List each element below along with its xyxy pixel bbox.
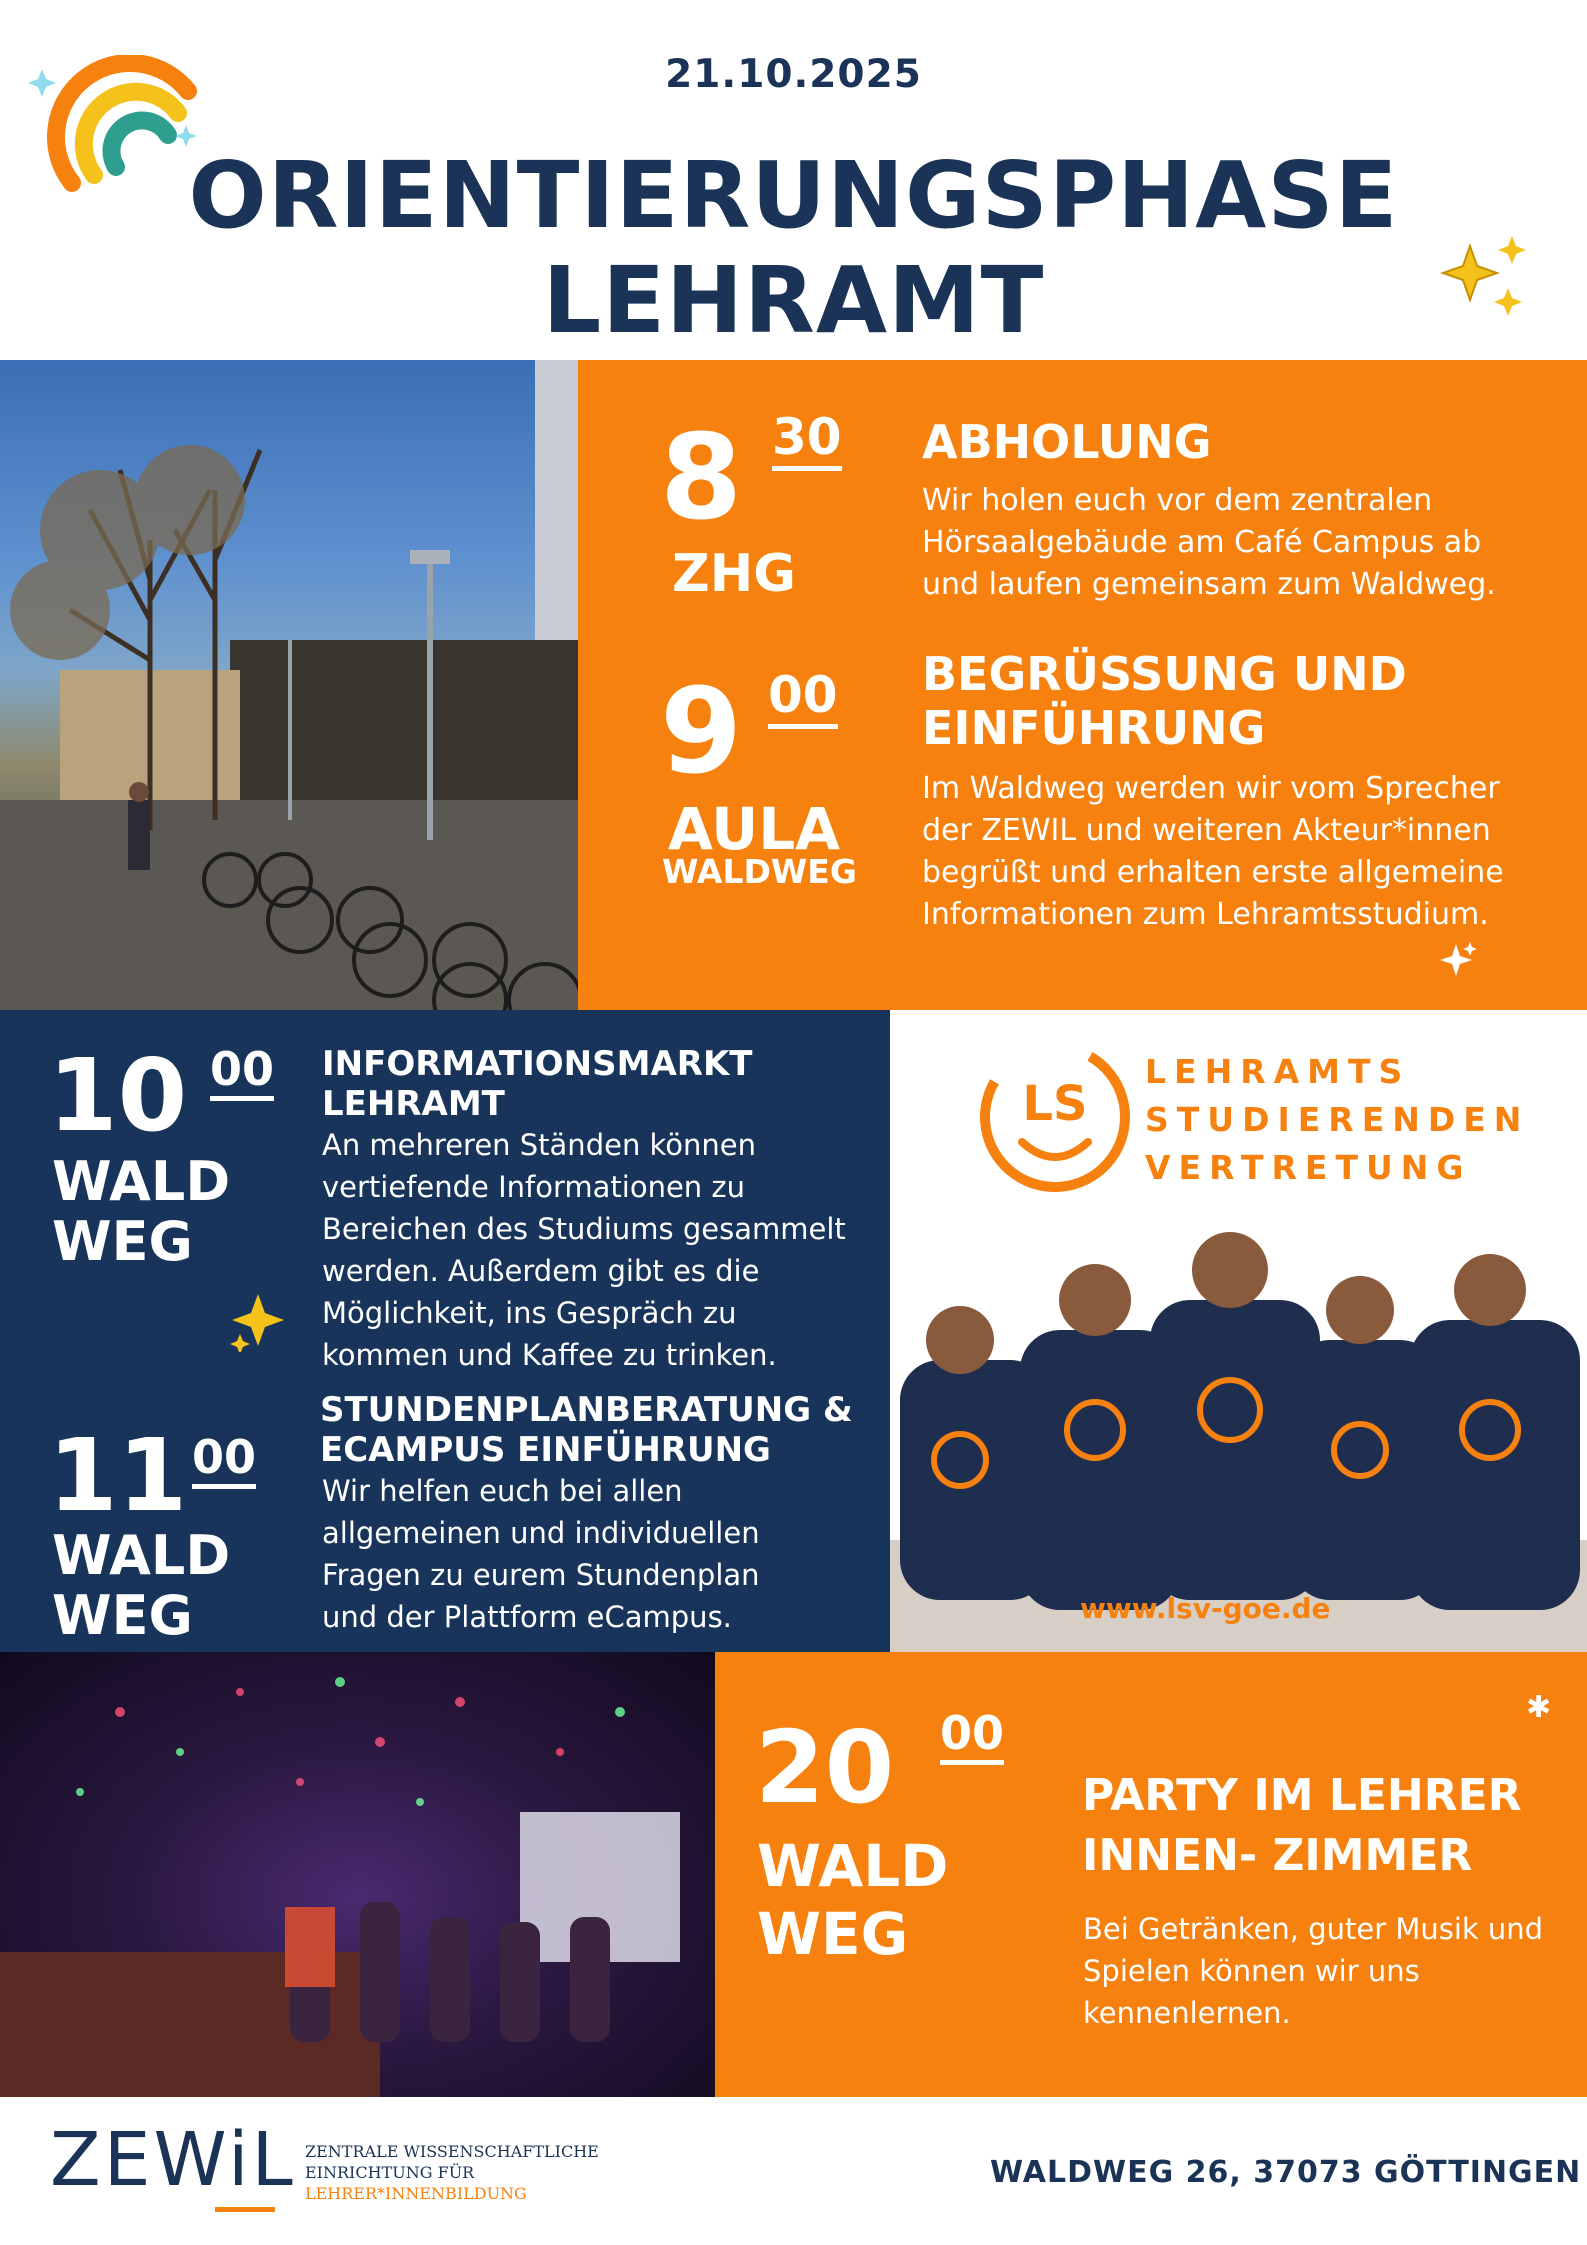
party-photo (0, 1652, 715, 2097)
event-4-text (322, 1470, 760, 1638)
event-3-location-line: WALD (52, 1150, 231, 1213)
lsv-name-line: STUDIERENDEN (1145, 1100, 1530, 1139)
event-3-text (322, 1124, 846, 1376)
event-2-text (922, 768, 1504, 936)
zewil-org-line: ZENTRALE WISSENSCHAFTLICHE (305, 2142, 599, 2161)
event-4-heading-line: ECAMPUS EINFÜHRUNG (320, 1430, 771, 1470)
event-3-text-line: werden. Außerdem gibt es die (322, 1254, 760, 1288)
address: WALDWEG 26, 37073 GÖTTINGEN (990, 2155, 1582, 2190)
event-3-text-line: Bereichen des Studiums gesammelt (322, 1212, 846, 1246)
event-3-heading-line: INFORMATIONSMARKT (322, 1044, 753, 1084)
lsv-url[interactable]: www.lsv-goe.de (1080, 1592, 1331, 1625)
event-3-hour: 10 (48, 1037, 188, 1154)
event-3-text-line: kommen und Kaffee zu trinken. (322, 1338, 777, 1372)
event-1-hour: 8 (660, 408, 743, 546)
event-5-minutes: 00 (940, 1710, 1004, 1765)
event-2-text-line: begrüßt und erhalten erste allgemeine (922, 855, 1504, 890)
event-date: 21.10.2025 (665, 52, 922, 97)
party-photo-art (0, 1652, 715, 2097)
event-5-text (1083, 1908, 1543, 2034)
asterisk-icon: ✱ (1526, 1690, 1552, 1725)
event-5-location (757, 1832, 948, 1968)
event-5-location-line: WALD (757, 1832, 949, 1900)
event-3-heading-line: LEHRAMT (322, 1084, 505, 1124)
zewil-org (305, 2141, 599, 2204)
event-2-heading-line: EINFÜHRUNG (922, 700, 1266, 755)
event-3-location (52, 1152, 230, 1272)
event-2-text-line: Informationen zum Lehramtsstudium. (922, 897, 1489, 932)
event-2-hour: 9 (660, 662, 743, 800)
event-1-text-line: Wir holen euch vor dem zentralen (922, 483, 1433, 518)
lsv-group-photo (890, 1210, 1587, 1652)
event-4-location (52, 1526, 230, 1646)
event-2-heading (922, 648, 1407, 756)
campus-photo-art (0, 360, 578, 1010)
event-5-hour: 20 (755, 1709, 895, 1826)
campus-photo (0, 360, 578, 1010)
event-5-heading (1082, 1766, 1522, 1886)
event-3-text-line: An mehreren Ständen können (322, 1128, 757, 1162)
event-1-text (922, 480, 1496, 606)
event-2-heading-line: BEGRÜSSUNG UND (922, 647, 1407, 701)
event-2-minutes: 00 (768, 670, 838, 729)
event-4-text-line: allgemeinen und individuellen (322, 1516, 760, 1550)
zewil-underline (215, 2207, 275, 2212)
event-2-text-line: der ZEWIL und weiteren Akteur*innen (922, 813, 1491, 848)
event-4-minutes: 00 (192, 1434, 256, 1489)
event-4-heading (320, 1390, 853, 1470)
zewil-logo: ZEWiL (50, 2117, 296, 2203)
event-3-text-line: Möglichkeit, ins Gespräch zu (322, 1296, 737, 1330)
event-4-text-line: Wir helfen euch bei allen (322, 1474, 683, 1508)
event-3-location-line: WEG (52, 1210, 193, 1273)
event-5-text-line: kennenlernen. (1083, 1996, 1291, 2030)
lsv-name-line: VERTRETUNG (1145, 1148, 1472, 1187)
event-3-heading (322, 1044, 752, 1124)
event-3-text-line: vertiefende Informationen zu (322, 1170, 746, 1204)
page-title-line2: LEHRAMT (542, 247, 1045, 354)
event-5-heading-line: INNEN- ZIMMER (1082, 1830, 1473, 1881)
event-1-minutes: 30 (772, 412, 842, 471)
footer (0, 2097, 1587, 2245)
event-2-location-sub: WALDWEG (662, 852, 857, 891)
lsv-panel (890, 1010, 1587, 1652)
event-1-text-line: Hörsaalgebäude am Café Campus ab (922, 525, 1482, 560)
page-title-line1: ORIENTIERUNGSPHASE (188, 142, 1399, 249)
zewil-org-line: EINRICHTUNG FÜR (305, 2163, 475, 2182)
event-1-location: ZHG (672, 544, 796, 604)
event-4-location-line: WALD (52, 1524, 231, 1587)
event-4-location-line: WEG (52, 1584, 193, 1647)
event-2-text-line: Im Waldweg werden wir vom Sprecher (922, 771, 1500, 806)
lsv-logo-icon (970, 1032, 1140, 1202)
event-4-heading-line: STUNDENPLANBERATUNG & (320, 1390, 853, 1430)
sparkle-icon (1440, 940, 1476, 980)
event-4-hour: 11 (48, 1417, 188, 1534)
lsv-name (1145, 1048, 1529, 1192)
event-4-text-line: und der Plattform eCampus. (322, 1600, 732, 1634)
event-2-location: AULA (668, 795, 841, 863)
event-5-text-line: Spielen können wir uns (1083, 1954, 1420, 1988)
event-5-location-line: WEG (757, 1900, 909, 1968)
event-5-text-line: Bei Getränken, guter Musik und (1083, 1912, 1544, 1946)
star-icon (230, 1290, 286, 1352)
event-3-minutes: 00 (210, 1046, 274, 1101)
event-1-text-line: und laufen gemeinsam zum Waldweg. (922, 567, 1496, 602)
header (0, 0, 1587, 360)
lsv-name-line: LEHRAMTS (1145, 1052, 1411, 1091)
zewil-org-line: LEHRER*INNENBILDUNG (305, 2184, 527, 2203)
lsv-logo-text: LS (1022, 1076, 1088, 1132)
event-5-heading-line: PARTY IM LEHRER (1082, 1770, 1522, 1821)
event-4-text-line: Fragen zu eurem Stundenplan (322, 1558, 760, 1592)
event-1-heading: ABHOLUNG (922, 415, 1212, 469)
